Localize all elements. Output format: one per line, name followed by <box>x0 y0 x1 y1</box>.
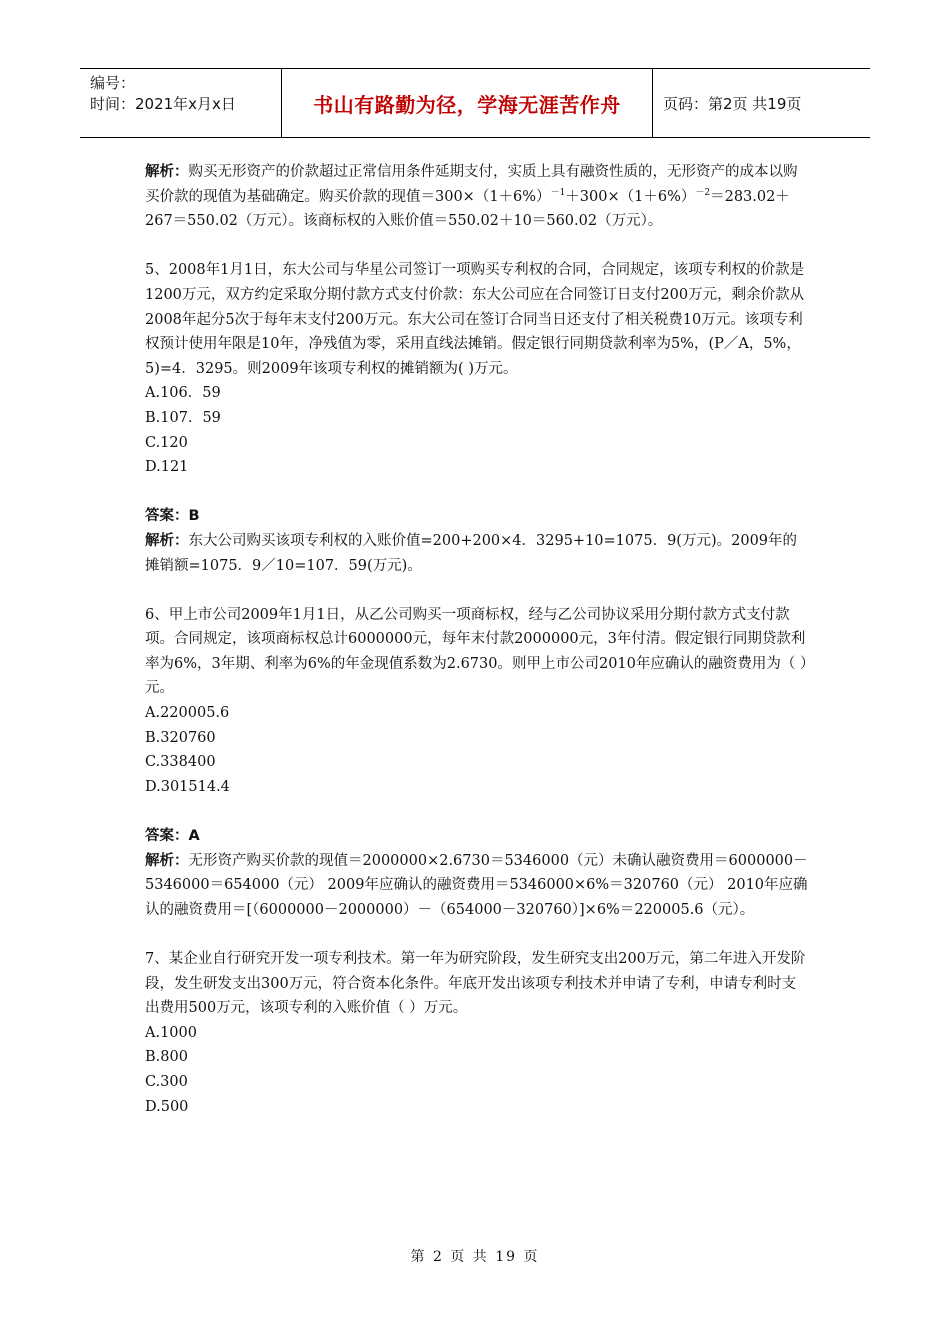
number-label: 编号： <box>90 74 136 92</box>
time-label: 时间：2021年x月x日 <box>90 95 236 113</box>
q6-option-a: A.220005.6 <box>145 705 230 722</box>
analysis-label: 解析： <box>145 852 189 869</box>
header-motto: 书山有路勤为径，学海无涯苦作舟 <box>282 69 653 137</box>
answer-label: 答案： <box>145 508 189 525</box>
exponent: －1 <box>550 187 566 198</box>
q5-analysis-text: 东大公司购买该项专利权的入账价值=200+200×4．3295+10=1075．9(万元)。2009年的摊销额=1075．9／10=107．59(万元)。 <box>145 532 798 574</box>
q6-option-c: C.338400 <box>145 754 216 771</box>
q5-option-a: A.106．59 <box>145 385 221 402</box>
exponent: －2 <box>695 187 711 198</box>
document-body <box>145 160 810 1119</box>
q6-option-b: B.320760 <box>145 729 216 746</box>
q5-answer <box>145 504 810 529</box>
q4-analysis-text-b: ＋300×（1＋6%） <box>565 188 696 205</box>
analysis-label: 解析： <box>145 164 189 180</box>
q6-analysis-text: 无形资产购买价款的现值＝2000000×2.6730＝5346000（元）未确认融资费用＝6000000－5346000＝654000（元） 2009年应确认的融资费用＝5346000×6%＝320760（元） 2010年应确认的融资费用＝[（6000000－2000000）－（654000－320760）]×6%＝220005.6（元）。 <box>145 852 808 918</box>
analysis-label: 解析： <box>145 532 189 549</box>
q5-option-b: B.107．59 <box>145 409 221 426</box>
q6-answer <box>145 824 810 849</box>
q7-option-a: A.1000 <box>145 1024 197 1041</box>
page-header <box>80 68 870 138</box>
answer-value: B <box>188 508 200 525</box>
q6-option-d: D.301514.4 <box>145 778 230 795</box>
header-page-info: 页码：第2页 共19页 <box>663 94 802 113</box>
q4-analysis-text-a: 购买无形资产的价款超过正常信用条件延期支付，实质上具有融资性质的，无形资产的成本以购买价款的现值为基础确定。购买价款的现值＝300×（1＋6%） <box>145 164 798 205</box>
q5-option-c: C.120 <box>145 434 188 451</box>
q4-analysis-text-c: ＝283.02＋267＝550.02（万元）。该商标权的入账价值＝550.02＋10＝560.02（万元）。 <box>145 188 790 230</box>
page-footer: 第 2 页 共 19 页 <box>410 1249 540 1265</box>
q5-analysis <box>145 529 810 578</box>
answer-label: 答案： <box>145 828 189 845</box>
q7-stem: 7、某企业自行研究开发一项专利技术。第一年为研究阶段，发生研究支出200万元，第二年进入开发阶段，发生研发支出300万元，符合资本化条件。年底开发出该项专利技术并申请了专利，申请专利时支出费用500万元，该项专利的入账价值（ ）万元。 <box>145 951 806 1017</box>
q4-analysis <box>145 160 810 234</box>
answer-value: A <box>188 828 200 845</box>
header-meta <box>80 69 282 137</box>
q6-analysis <box>145 849 810 923</box>
q7-option-d: D.500 <box>145 1098 189 1115</box>
q7-option-b: B.800 <box>145 1049 188 1066</box>
q5-option-d: D.121 <box>145 459 189 476</box>
q5-stem: 5、2008年1月1日，东大公司与华星公司签订一项购买专利权的合同，合同规定，该项专利权的价款是1200万元，双方约定采取分期付款方式支付价款：东大公司应在合同签订日支付200万元，剩余价款从2008年起分5次于每年末支付200万元。东大公司在签订合同当日还支付了相关税费10万元。该项专利权预计使用年限是10年，净残值为零，采用直线法摊销。假定银行同期贷款利率为5%，(P／A，5%，5)=4．3295。则2009年该项专利权的摊销额为( )万元。 <box>145 262 805 377</box>
q7-option-c: C.300 <box>145 1073 188 1090</box>
q6-stem: 6、甲上市公司2009年1月1日，从乙公司购买一项商标权，经与乙公司协议采用分期付款方式支付款项。合同规定，该项商标权总计6000000元，每年末付款2000000元，3年付清。假定银行同期贷款利率为6%，3年期、利率为6%的年金现值系数为2.6730。则甲上市公司2010年应确认的融资费用为（ ）元。 <box>145 606 808 697</box>
